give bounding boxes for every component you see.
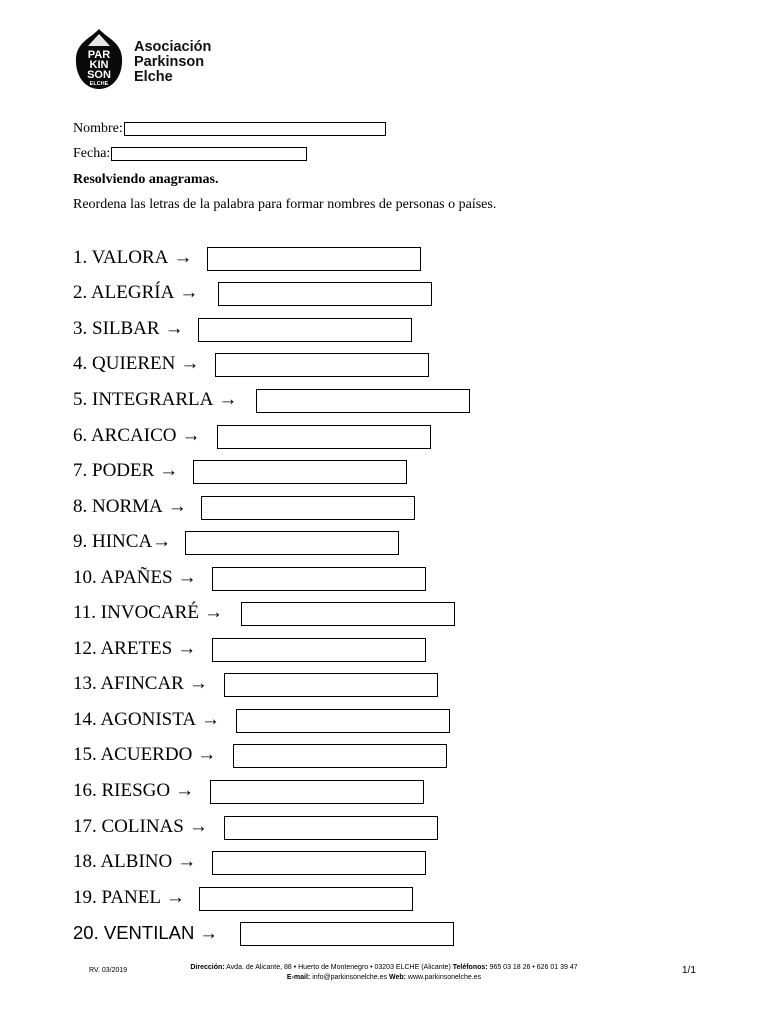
answer-box[interactable] [218, 282, 432, 306]
logo-text-line-4: ELCHE [89, 81, 109, 87]
answer-box[interactable] [210, 780, 424, 804]
exercise-title: Resolviendo anagramas. [73, 172, 219, 187]
arrow-icon: → [159, 460, 179, 481]
web-label: Web: [388, 974, 406, 981]
date-label: Fecha: [73, 146, 111, 161]
anagram-word: 4. QUIEREN [73, 353, 176, 374]
answer-box[interactable] [241, 602, 455, 626]
organization-name [134, 40, 211, 85]
answer-box[interactable] [215, 353, 429, 377]
date-field[interactable] [111, 147, 307, 161]
anagram-item [73, 602, 223, 624]
org-line: Asociación [134, 39, 212, 55]
answer-box[interactable] [212, 638, 426, 662]
anagram-item [73, 709, 220, 731]
arrow-icon: → [179, 282, 199, 303]
anagram-word: 17. COLINAS [73, 816, 184, 837]
association-logo [73, 28, 125, 90]
phones-label: Teléfonos: [452, 964, 488, 971]
arrow-icon: → [199, 922, 218, 943]
anagram-item [73, 744, 216, 766]
answer-box[interactable] [207, 247, 421, 271]
arrow-icon: → [177, 638, 197, 659]
answer-box[interactable] [212, 851, 426, 875]
logo-text-line-1: PAR [87, 49, 111, 61]
arrow-icon: → [173, 247, 193, 268]
answer-box[interactable] [212, 567, 426, 591]
anagram-word: 10. APAÑES [73, 567, 173, 588]
anagram-word: 11. INVOCARÉ [73, 602, 199, 623]
arrow-icon: → [175, 780, 195, 801]
anagram-item [73, 673, 208, 695]
arrow-icon: → [218, 389, 238, 410]
answer-box[interactable] [185, 531, 399, 555]
anagram-item [73, 318, 184, 340]
email-link[interactable]: info@parkinsonelche.es [312, 974, 388, 981]
answer-box[interactable] [224, 816, 438, 840]
anagram-word: 9. HINCA [73, 531, 153, 552]
org-line: Elche [134, 69, 173, 85]
arrow-icon: → [167, 496, 187, 517]
answer-box[interactable] [233, 744, 447, 768]
anagram-word: 14. AGONISTA [73, 709, 197, 730]
address-label: Dirección: [190, 964, 225, 971]
org-line: Parkinson [134, 54, 205, 70]
arrow-icon: → [188, 673, 208, 694]
anagram-item [73, 531, 171, 553]
answer-box[interactable] [198, 318, 412, 342]
anagram-word: 19. PANEL [73, 887, 161, 908]
anagram-item [73, 496, 187, 518]
arrow-icon: → [197, 744, 217, 765]
page-number: 1/1 [682, 965, 696, 976]
anagram-item [73, 638, 196, 660]
anagram-word: 15. ACUERDO [73, 744, 193, 765]
anagram-word: 7. PODER [73, 460, 155, 481]
anagram-item [73, 353, 199, 375]
answer-box[interactable] [199, 887, 413, 911]
address-text: Avda. de Alicante, 88 • Huerto de Montenegro • 03203 ELCHE (Alicante) [226, 964, 451, 971]
anagram-item [73, 922, 218, 944]
anagram-word: 18. ALBINO [73, 851, 173, 872]
arrow-icon: → [203, 602, 223, 623]
anagram-word: 2. ALEGRÍA [73, 282, 175, 303]
anagram-word: 1. VALORA [73, 247, 169, 268]
anagram-item [73, 247, 192, 269]
revision-label: RV. 03/2019 [89, 967, 128, 974]
anagram-word: 16. RIESGO [73, 780, 171, 801]
anagram-word: 3. SILBAR [73, 318, 160, 339]
exercise-instructions: Reordena las letras de la palabra para formar nombres de personas o países. [73, 197, 497, 212]
name-label: Nombre: [73, 121, 123, 136]
answer-box[interactable] [224, 673, 438, 697]
answer-box[interactable] [201, 496, 415, 520]
anagram-item [73, 887, 185, 909]
arrow-icon: → [181, 425, 201, 446]
name-row [73, 121, 386, 137]
anagram-word: 12. ARETES [73, 638, 173, 659]
anagram-word: 5. INTEGRARLA [73, 389, 214, 410]
arrow-icon: → [180, 353, 200, 374]
anagram-item [73, 425, 200, 447]
email-label: E-mail: [286, 974, 311, 981]
answer-box[interactable] [256, 389, 470, 413]
arrow-icon: → [201, 709, 221, 730]
anagram-word: 8. NORMA [73, 496, 163, 517]
date-row [73, 146, 307, 162]
arrow-icon: → [177, 851, 197, 872]
anagram-item [73, 389, 237, 411]
arrow-icon: → [177, 567, 197, 588]
arrow-icon: → [165, 887, 185, 908]
anagram-word: 13. AFINCAR [73, 673, 184, 694]
anagram-item [73, 460, 178, 482]
anagram-item [73, 567, 197, 589]
arrow-icon: → [152, 531, 172, 552]
logo-text-line-2: KIN [89, 59, 109, 71]
footer-contact [150, 963, 618, 983]
answer-box[interactable] [217, 425, 431, 449]
anagram-word: 6. ARCAICO [73, 425, 177, 446]
anagram-item [73, 282, 198, 304]
anagram-item [73, 780, 194, 802]
anagram-item [73, 851, 196, 873]
answer-box[interactable] [240, 922, 454, 946]
answer-box[interactable] [193, 460, 407, 484]
answer-box[interactable] [236, 709, 450, 733]
name-field[interactable] [124, 122, 386, 136]
arrow-icon: → [164, 318, 184, 339]
web-link[interactable]: www.parkinsonelche.es [407, 974, 482, 981]
anagram-item [73, 816, 208, 838]
arrow-icon: → [188, 816, 208, 837]
anagram-word: 20. VENTILAN [73, 922, 195, 943]
phones-text: 965 03 18 26 • 626 01 39 47 [489, 964, 578, 971]
logo-text-line-3: SON [87, 69, 111, 81]
